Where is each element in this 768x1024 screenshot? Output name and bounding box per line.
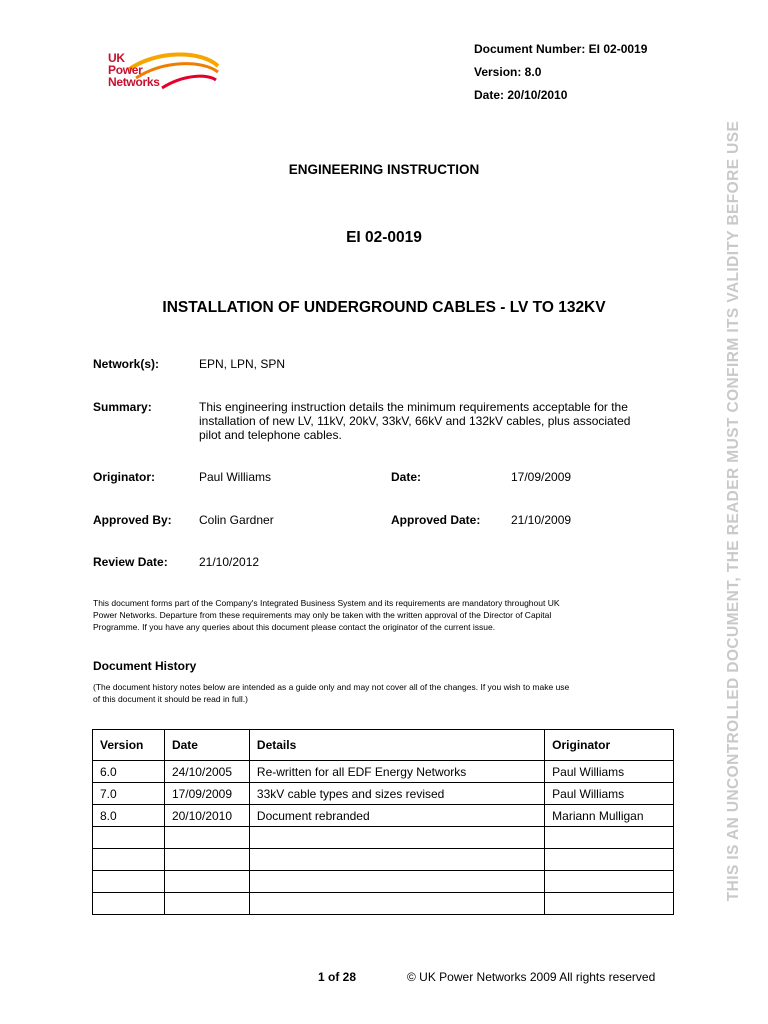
approved-date-value: 21/10/2009: [511, 513, 572, 527]
logo-text: [108, 52, 160, 88]
history-title: Document History: [93, 659, 197, 673]
cell-details: [249, 849, 544, 871]
summary-line: installation of new LV, 11kV, 20kV, 33kV, 66kV and 132kV cables, plus associated: [199, 414, 631, 428]
cell-details: [249, 893, 544, 915]
summary-label: Summary:: [93, 400, 152, 414]
table-row: [93, 805, 674, 827]
summary-line: pilot and telephone cables.: [199, 428, 342, 442]
page-number: 1 of 28: [318, 970, 357, 984]
originator-label: Originator:: [93, 470, 155, 484]
cell-originator: Paul Williams: [545, 761, 674, 783]
uncontrolled-document-notice: [722, 98, 746, 924]
history-table: [92, 729, 674, 915]
mandatory-notice: [93, 597, 693, 633]
networks-label: Network(s):: [93, 357, 160, 371]
cell-version: 8.0: [93, 805, 165, 827]
history-note-line: (The document history notes below are intended as a guide only and may not cover all of the changes. If you wish to make use: [93, 682, 570, 692]
logo-line-2: Power: [108, 63, 143, 77]
cell-details: Document rebranded: [249, 805, 544, 827]
cell-date: [164, 827, 249, 849]
logo-line-1: UK: [108, 51, 125, 65]
notice-line: This document forms part of the Company's Integrated Business System and its requirements are mandatory throughout UK: [93, 598, 560, 608]
date-label: Date:: [391, 470, 422, 484]
cell-date: [164, 871, 249, 893]
heading: ENGINEERING INSTRUCTION: [288, 162, 480, 177]
cell-date: [164, 849, 249, 871]
cell-version: [93, 871, 165, 893]
approved-date-label: Approved Date:: [391, 513, 481, 527]
cell-originator: Mariann Mulligan: [545, 805, 674, 827]
review-date-label: Review Date:: [93, 555, 168, 569]
table-row: [93, 827, 674, 849]
document-title: INSTALLATION OF UNDERGROUND CABLES - LV TO 132KV: [162, 299, 606, 316]
cell-date: 17/09/2009: [164, 783, 249, 805]
table-row: [93, 871, 674, 893]
originator-value: Paul Williams: [199, 470, 272, 484]
cell-originator: [545, 871, 674, 893]
company-logo: [106, 52, 236, 100]
cell-originator: Paul Williams: [545, 783, 674, 805]
cell-details: [249, 871, 544, 893]
networks-value: EPN, LPN, SPN: [199, 357, 286, 371]
cell-date: 24/10/2005: [164, 761, 249, 783]
cell-version: 6.0: [93, 761, 165, 783]
cell-version: [93, 893, 165, 915]
cell-date: 20/10/2010: [164, 805, 249, 827]
cell-version: 7.0: [93, 783, 165, 805]
cell-originator: [545, 893, 674, 915]
header-date: Date: [164, 730, 249, 761]
table-row: [93, 761, 674, 783]
document-code: EI 02-0019: [346, 229, 422, 246]
header-originator: Originator: [545, 730, 674, 761]
approved-by-value: Colin Gardner: [199, 513, 274, 527]
history-header-row: [93, 730, 674, 761]
cell-details: 33kV cable types and sizes revised: [249, 783, 544, 805]
history-note-line: of this document it should be read in full.): [93, 694, 248, 704]
document-number: Document Number: EI 02-0019: [474, 42, 648, 56]
header-version: Version: [93, 730, 165, 761]
document-version: Version: 8.0: [474, 65, 542, 79]
cell-version: [93, 849, 165, 871]
table-row: [93, 849, 674, 871]
cell-originator: [545, 827, 674, 849]
cell-originator: [545, 849, 674, 871]
cell-version: [93, 827, 165, 849]
cell-details: [249, 827, 544, 849]
cell-details: Re-written for all EDF Energy Networks: [249, 761, 544, 783]
notice-line: Power Networks. Departure from these requirements may only be taken with the written approval of the Director of Capital: [93, 610, 552, 620]
review-date-value: 21/10/2012: [199, 555, 260, 569]
cell-date: [164, 893, 249, 915]
header-details: Details: [249, 730, 544, 761]
approved-by-label: Approved By:: [93, 513, 172, 527]
summary-line: This engineering instruction details the minimum requirements acceptable for the: [199, 400, 628, 414]
date-value: 17/09/2009: [511, 470, 572, 484]
table-row: [93, 893, 674, 915]
copyright: © UK Power Networks 2009 All rights reserved: [407, 970, 656, 984]
document-date: Date: 20/10/2010: [474, 88, 568, 102]
summary-value: [199, 400, 630, 442]
notice-line: Programme. If you have any queries about this document please contact the originator of the current issue.: [93, 622, 496, 632]
side-notice-text: THIS IS AN UNCONTROLLED DOCUMENT, THE READER MUST CONFIRM ITS VALIDITY BEFORE USE: [725, 120, 742, 902]
history-note: [93, 681, 693, 705]
table-row: [93, 783, 674, 805]
logo-line-3: Networks: [108, 75, 160, 89]
